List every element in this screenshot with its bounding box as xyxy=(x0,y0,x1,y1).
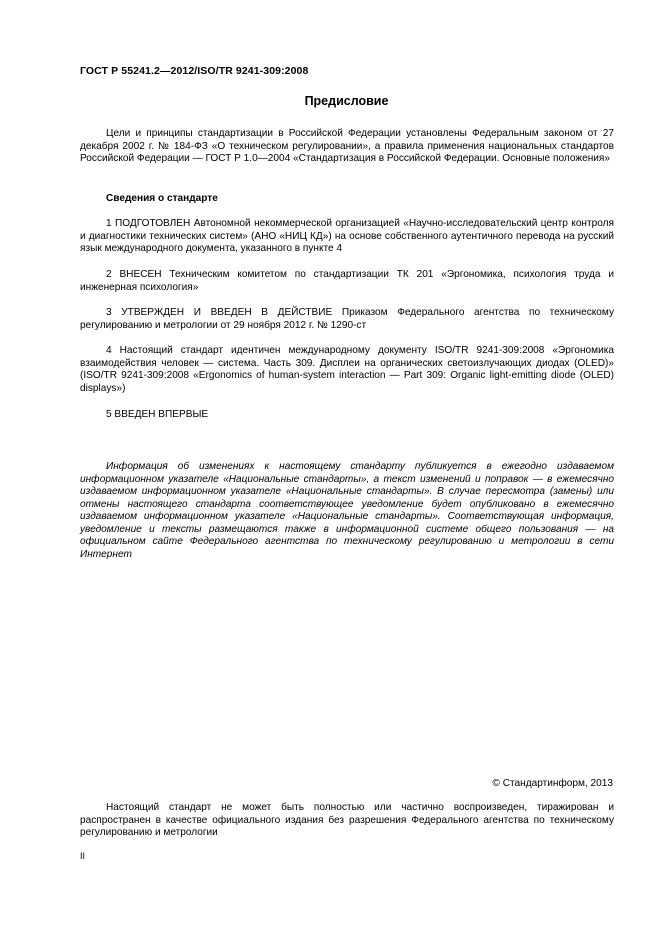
item-1: 1 ПОДГОТОВЛЕН Автономной некоммерческой организацией «Научно-исследовательский центр контроля и диагностики технических систем» (АНО «НИЦ КД») на основе собственного аутентичного перевода на русский язык международного документа, указанного в пункте 4 xyxy=(80,218,614,254)
section-heading: Сведения о стандарте xyxy=(106,193,218,204)
intro-paragraph: Цели и принципы стандартизации в Российской Федерации установлены Федеральным законом от 27 декабря 2002 г. № 184-ФЗ «О техническом регулировании», а правила применения национальных стандартов Российской Федерации — ГОСТ Р 1.0—2004 «Стандартизация в Российской Федерации. Основные положения» xyxy=(80,128,614,164)
item-5: 5 ВВЕДЕН ВПЕРВЫЕ xyxy=(106,409,209,420)
page-title xyxy=(80,94,613,108)
page-number: II xyxy=(80,851,86,861)
item-4: 4 Настоящий стандарт идентичен международному документу ISO/TR 9241-309:2008 «Эргономика взаимодействия человек — система. Часть 309. Дисплеи на органических светоизлучающих диодах (OLED)» (ISO/TR 9241-309:2008 «Ergonomics of human-system interaction — Part 309: Organic light-emitting diode (OLED) displays») xyxy=(80,345,614,394)
document-header: ГОСТ Р 55241.2—2012/ISO/TR 9241-309:2008 xyxy=(80,65,309,77)
notice-paragraph: Информация об изменениях к настоящему стандарту публикуется в ежегодно издаваемом информационном указателе «Национальные стандарты», а текст изменений и поправок — в ежемесячно издаваемом информационном указателе «Национальные стандарты». В случае пересмотра (замены) или отмены настоящего стандарта соответствующее уведомление будет опубликовано в ежемесячно издаваемом информационном указателе «Национальные стандарты». Соответствующая информация, уведомление и тексты размещаются также в информационной системе общего пользования — на официальном сайте Федерального агентства по техническому регулированию и метрологии в сети Интернет xyxy=(80,461,614,560)
item-2: 2 ВНЕСЕН Техническим комитетом по стандартизации ТК 201 «Эргономика, психология труда и инженерная психология» xyxy=(80,269,614,293)
item-3: 3 УТВЕРЖДЕН И ВВЕДЕН В ДЕЙСТВИЕ Приказом Федерального агентства по техническому регулированию и метрологии от 29 ноября 2012 г. № 1290-ст xyxy=(80,307,614,331)
reproduction-notice: Настоящий стандарт не может быть полностью или частично воспроизведен, тиражирован и распространен в качестве официального издания без разрешения Федерального агентства по техническому регулированию и метрологии xyxy=(80,802,614,838)
copyright: © Стандартинформ, 2013 xyxy=(492,778,613,789)
title-text: Предисловие xyxy=(304,94,389,108)
